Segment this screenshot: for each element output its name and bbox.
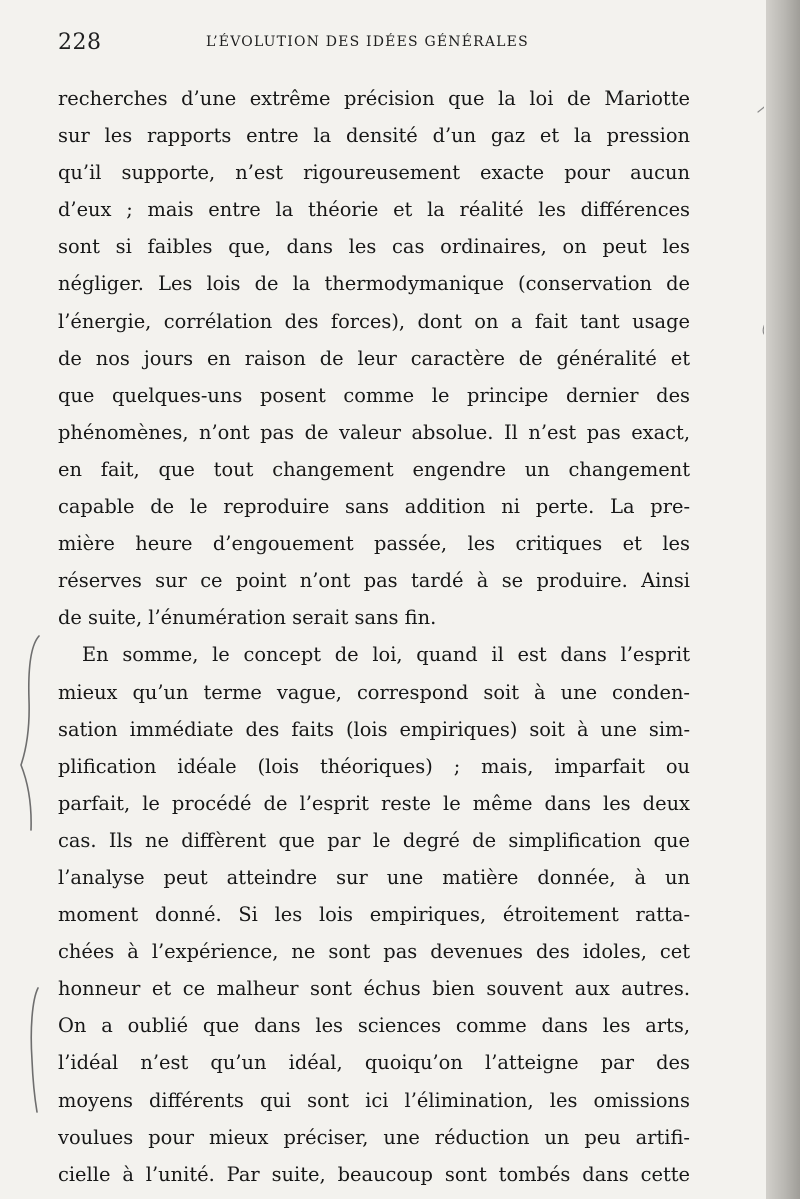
text-line: en fait, que tout changement engendre un changement [58,457,690,481]
text-line: sur les rapports entre la densité d’un gaz et la pression [58,124,690,148]
text-line: chées à l’expérience, ne sont pas devenues des idoles, cet [58,940,690,964]
text-line: l’énergie, corrélation des forces), dont on a fait tant usage [58,309,690,333]
text-line: phénomènes, n’ont pas de valeur absolue. Il n’est pas exact, [58,420,690,444]
text-line: sont si faibles que, dans les cas ordinaires, on peut les [58,235,690,259]
text-line: qu’il supporte, n’est rigoureusement exacte pour aucun [58,161,690,185]
text-line: négliger. Les lois de la thermodymanique (conservation de [58,272,690,296]
paragraph-1 [58,80,690,636]
text-line: honneur et ce malheur sont échus bien souvent aux autres. [58,977,690,1001]
text-line: l’analyse peut atteindre sur une matière donnée, à un [58,865,690,889]
text-line: de suite, l’énumération serait sans fin. [58,606,437,630]
text-line: moyens différents qui sont ici l’élimination, les omissions [58,1088,690,1112]
text-line: de nos jours en raison de leur caractère de généralité et [58,346,690,370]
text-line: voulues pour mieux préciser, une réduction un peu artifi- [58,1125,690,1149]
text-line: d’eux ; mais entre la théorie et la réalité les différences [58,198,690,222]
page-number: 228 [58,30,102,55]
text-line: cielle à l’unité. Par suite, beaucoup sont tombés dans cette [58,1162,690,1186]
text-line: mière heure d’engouement passée, les critiques et les [58,532,690,556]
text-line: mieux qu’un terme vague, correspond soit à une conden- [58,680,690,704]
running-title: L’ÉVOLUTION DES IDÉES GÉNÉRALES [206,34,529,50]
page-edge-shadow [766,0,800,1199]
pencil-bracket-mark [0,0,60,1199]
text-line: sation immédiate des faits (lois empiriques) soit à une sim- [58,717,690,741]
text-line: On a oublié que dans les sciences comme dans les arts, [58,1014,690,1038]
pencil-tick-mark [724,0,764,1199]
text-line: parfait, le procédé de l’esprit reste le même dans les deux [58,791,690,815]
text-line: recherches d’une extrême précision que la loi de Mariotte [58,87,690,110]
body-text [58,80,690,1193]
text-line: En somme, le concept de loi, quand il est dans l’esprit [82,643,690,667]
paragraph-2 [58,636,690,1192]
text-line: capable de le reproduire sans addition ni perte. La pre- [58,495,690,519]
text-line: réserves sur ce point n’ont pas tardé à se produire. Ainsi [58,569,690,593]
text-line: cas. Ils ne diffèrent que par le degré de simplification que [58,828,690,852]
text-line: moment donné. Si les lois empiriques, étroitement ratta- [58,903,690,927]
text-line: que quelques-uns posent comme le principe dernier des [58,383,690,407]
text-line: plification idéale (lois théoriques) ; mais, imparfait ou [58,754,690,778]
text-line: l’idéal n’est qu’un idéal, quoiqu’on l’atteigne par des [58,1051,690,1075]
page-header [58,30,698,60]
